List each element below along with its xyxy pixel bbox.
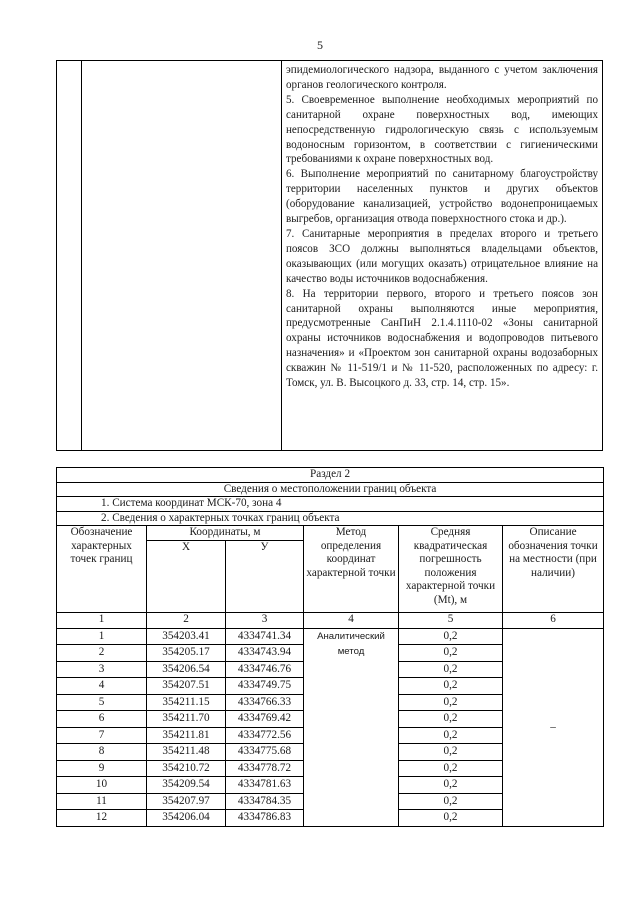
header-x: X (147, 540, 226, 612)
table-column-divider (81, 61, 82, 450)
coord-x: 354206.04 (147, 810, 226, 827)
point-number: 6 (57, 711, 147, 728)
header-method: Метод определения координат характерной точки (304, 526, 399, 613)
paragraph: 7. Санитарные мероприятия в пределах второго и третьего поясов ЗСО должны выполняться владельцами объектов, оказывающих (или могущих оказать) отрицательное влияние на качество воды источников водоснабжения. (286, 227, 598, 285)
error-value: 0,2 (399, 727, 503, 744)
error-value: 0,2 (399, 661, 503, 678)
point-number: 2 (57, 645, 147, 662)
point-number: 9 (57, 760, 147, 777)
page-number: 5 (317, 38, 323, 52)
point-number: 8 (57, 744, 147, 761)
table-column-divider (281, 61, 282, 450)
measures-table-continuation (56, 60, 603, 451)
header-coords: Координаты, м (147, 526, 304, 541)
coord-y: 4334772.56 (226, 727, 304, 744)
error-value: 0,2 (399, 744, 503, 761)
column-number: 5 (399, 612, 503, 628)
coord-x: 354205.17 (147, 645, 226, 662)
error-value: 0,2 (399, 678, 503, 695)
section-subtitle: Сведения о местоположении границ объекта (57, 482, 604, 497)
error-value: 0,2 (399, 645, 503, 662)
table-row (57, 628, 604, 645)
point-number: 4 (57, 678, 147, 695)
coord-x: 354203.41 (147, 628, 226, 645)
coord-x: 354207.51 (147, 678, 226, 695)
column-number: 4 (304, 612, 399, 628)
coord-y: 4334786.83 (226, 810, 304, 827)
point-number: 5 (57, 694, 147, 711)
coord-x: 354211.81 (147, 727, 226, 744)
paragraph: 6. Выполнение мероприятий по санитарному благоустройству территории населенных пунктов и других объектов (оборудование канализацией, устройство водонепроницаемых выгребов, организация отвода поверхностного стока и др.). (286, 168, 598, 226)
error-value: 0,2 (399, 760, 503, 777)
coord-y: 4334746.76 (226, 661, 304, 678)
coord-y: 4334769.42 (226, 711, 304, 728)
error-value: 0,2 (399, 793, 503, 810)
coord-y: 4334775.68 (226, 744, 304, 761)
coord-x: 354211.15 (147, 694, 226, 711)
coord-x: 354211.48 (147, 744, 226, 761)
coord-y: 4334741.34 (226, 628, 304, 645)
point-number: 10 (57, 777, 147, 794)
point-number: 7 (57, 727, 147, 744)
coord-y: 4334743.94 (226, 645, 304, 662)
point-number: 12 (57, 810, 147, 827)
paragraph: 8. На территории первого, второго и третьего поясов зон санитарной охраны выполняются иные мероприятия, предусмотренные СанПиН 2.1.4.1110-02 «Зоны санитарной охраны источников водоснабжения и водопроводов питьевого назначения» и «Проектом зон санитарной охраны водозаборных скважин № 11-519/1 и № 11-520, расположенных по адресу: г. Томск, ул. В. Высоцкого д. 33, стр. 14, стр. 15». (286, 287, 598, 390)
measures-text (286, 63, 598, 391)
column-number: 2 (147, 612, 226, 628)
section-title: Раздел 2 (57, 468, 604, 483)
column-number: 6 (503, 612, 604, 628)
header-error: Средняя квадратическая погрешность положения характерной точки (Mt), м (399, 526, 503, 613)
coord-y: 4334749.75 (226, 678, 304, 695)
method-value: Аналитический метод (304, 628, 399, 826)
coord-y: 4334781.63 (226, 777, 304, 794)
paragraph: эпидемиологического надзора, выданного с учетом заключения органов геологического контроля. (286, 64, 598, 91)
desc-value: – (503, 628, 604, 826)
point-number: 3 (57, 661, 147, 678)
error-value: 0,2 (399, 777, 503, 794)
paragraph: 5. Своевременное выполнение необходимых мероприятий по санитарной охране поверхностных вод, имеющих непосредственную гидрологическую связь с используемым водоносным горизонтом, в соответствии с гигиеническими требованиями к охране поверхностных вод. (286, 93, 598, 166)
header-point: Обозначение характерных точек границ (57, 526, 147, 613)
column-number: 1 (57, 612, 147, 628)
coord-y: 4334784.35 (226, 793, 304, 810)
column-number: 3 (226, 612, 304, 628)
error-value: 0,2 (399, 711, 503, 728)
coord-y: 4334778.72 (226, 760, 304, 777)
point-number: 1 (57, 628, 147, 645)
point-number: 11 (57, 793, 147, 810)
header-y: У (226, 540, 304, 612)
section2-table (56, 467, 604, 827)
coord-x: 354209.54 (147, 777, 226, 794)
error-value: 0,2 (399, 694, 503, 711)
error-value: 0,2 (399, 810, 503, 827)
coordinate-system-line: 1. Система координат МСК-70, зона 4 (57, 497, 604, 512)
error-value: 0,2 (399, 628, 503, 645)
coord-y: 4334766.33 (226, 694, 304, 711)
coord-x: 354210.72 (147, 760, 226, 777)
header-desc: Описание обозначения точки на местности (при наличии) (503, 526, 604, 613)
coord-x: 354211.70 (147, 711, 226, 728)
coord-x: 354207.97 (147, 793, 226, 810)
coord-x: 354206.54 (147, 661, 226, 678)
points-info-line: 2. Сведения о характерных точках границ объекта (57, 511, 604, 526)
